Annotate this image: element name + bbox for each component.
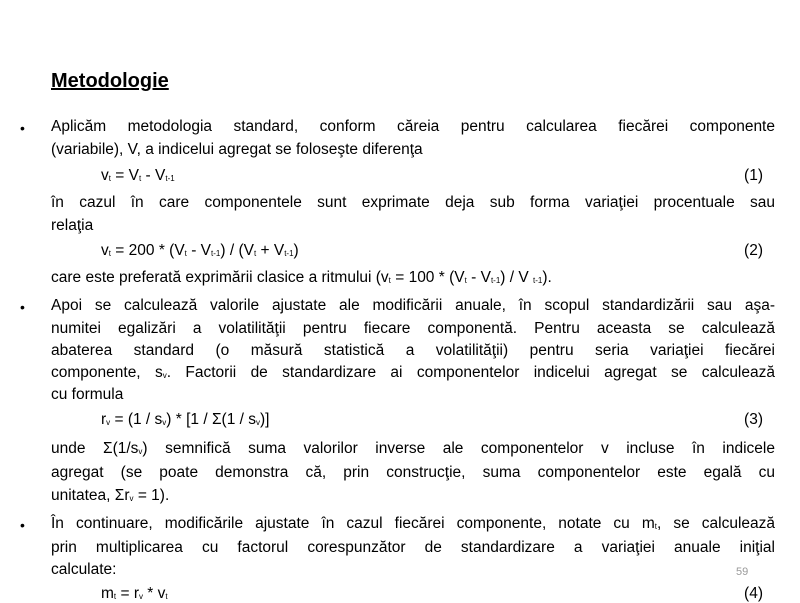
p3-line-3: calculate: [51, 561, 117, 578]
p1c-line: care este preferată exprimării clasice a ritmului ($v_t = 100 * (V_t - V_{t-1}) / V$ $_{t-1}$). [51, 269, 552, 286]
equation-1-number: (1) [744, 167, 763, 184]
p2-line-5: cu formula [51, 386, 124, 403]
equation-3-number: (3) [744, 411, 763, 428]
equation-4: $m_t = r_v * v_t$ [101, 585, 168, 602]
p3-line-1: În continuare, modificările ajustate în cazul fiecărei componente, notate cu $m_t$, se calculează [51, 515, 775, 532]
p2-line-4: componente, $s_v$. Factorii de standardizare ai componentelor indicelui agregat se calculează [51, 364, 775, 381]
p2b-line-2: agregat (se poate demonstra că, prin construcţie, suma componentelor este egală cu [51, 464, 775, 481]
equation-4-number: (4) [744, 585, 763, 602]
bullet-2: • [20, 299, 25, 315]
p2-line-2: numitei egalizări a volatilităţii pentru fiecare componentă. Pentru aceasta se calculează [51, 320, 775, 337]
p1b-line-2: relaţia [51, 217, 94, 234]
page-number: 59 [736, 566, 749, 578]
p2-line-3: abaterea standard (o măsură statistică a volatilităţii) pentru seria variaţiei fiecărei [51, 342, 775, 359]
p2-line-1: Apoi se calculează valorile ajustate ale modificării anuale, în scopul standardizării sau aşa- [51, 297, 775, 314]
p2b-line-3: unitatea, $\Sigma r_v = 1$). [51, 487, 170, 504]
p1b-line-1: în cazul în care componentele sunt exprimate deja sub forma variaţiei procentuale sau [51, 194, 775, 211]
p1-line-1: Aplicăm metodologia standard, conform căreia pentru calcularea fiecărei componente [51, 118, 775, 135]
equation-2-number: (2) [744, 242, 763, 259]
slide-title: Metodologie [51, 70, 169, 92]
equation-3: $r_v = (1 / s_v) * [1 / \Sigma(1 / s_v)]$ [101, 411, 270, 428]
p1-line-2: (variabile), V, a indicelui agregat se foloseşte diferenţa [51, 141, 423, 158]
bullet-3: • [20, 517, 25, 533]
p2b-line-1: unde $\Sigma(1/s_v)$ semnifică suma valorilor inverse ale componentelor v incluse în indicele [51, 440, 775, 457]
bullet-1: • [20, 120, 25, 136]
equation-1: $v_t = V_t - V_{t-1}$ [101, 167, 175, 184]
equation-2: $v_t = 200 * (V_t - V_{t-1}) / (V_t + V_{t-1})$ [101, 242, 299, 259]
p3-line-2: prin multiplicarea cu factorul corespunzător de standardizare a variaţiei anuale iniţial [51, 539, 775, 556]
